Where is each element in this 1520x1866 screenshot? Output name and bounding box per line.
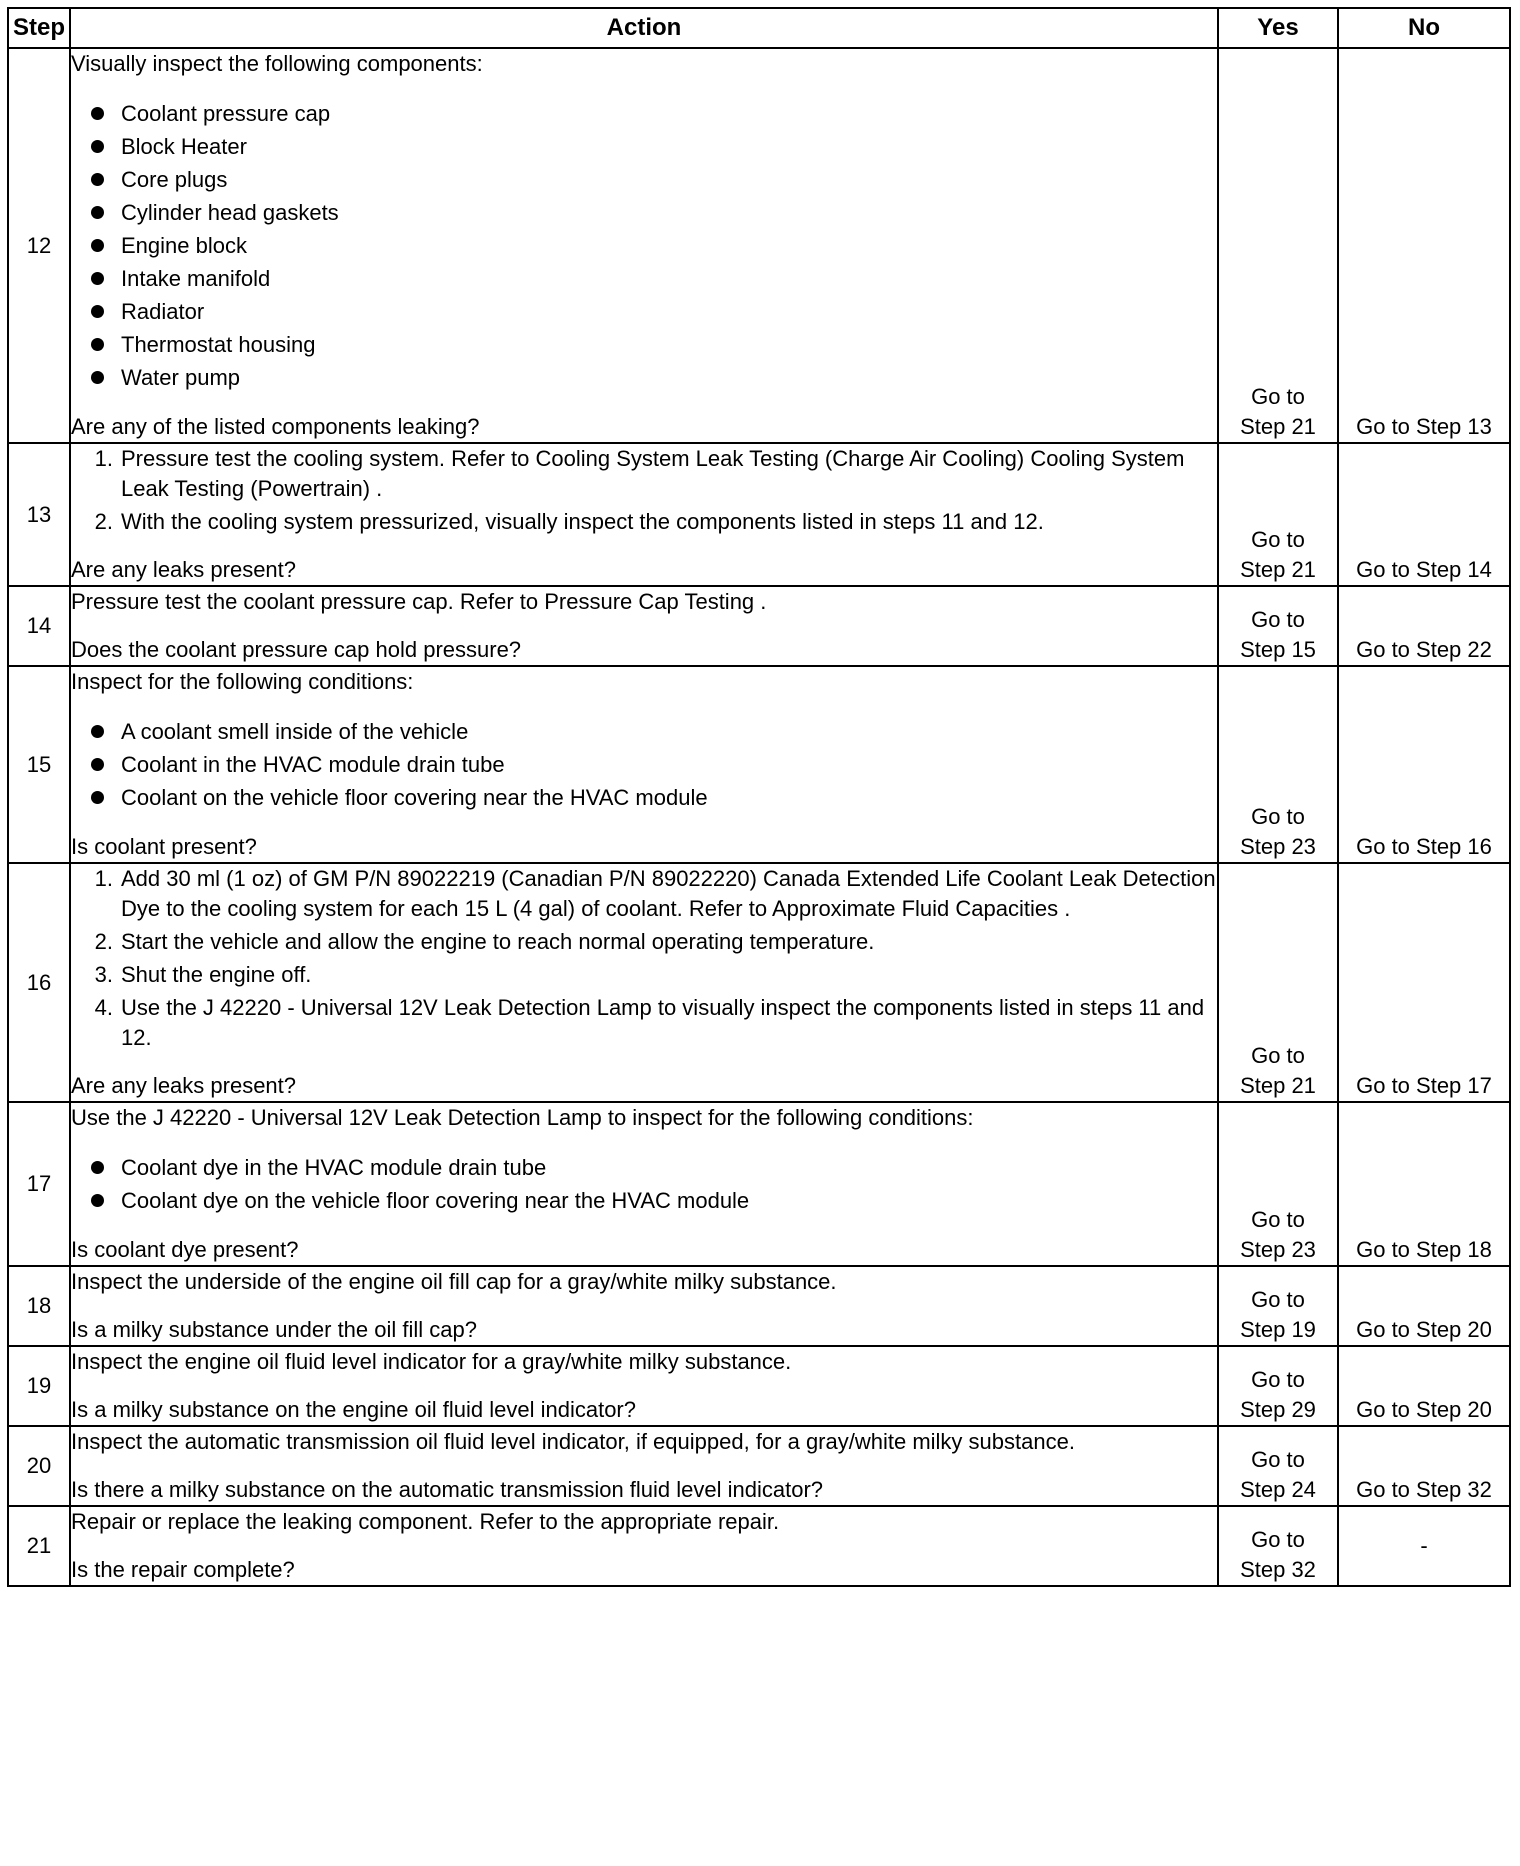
yes-step: Step 23 <box>1240 834 1316 859</box>
yes-cell <box>1218 48 1338 443</box>
yes-step: Step 21 <box>1240 557 1316 582</box>
step-number: 12 <box>8 48 70 443</box>
action-intro: Inspect the automatic transmission oil fluid level indicator, if equipped, for a gray/white milky substance. <box>71 1429 1075 1454</box>
no-cell: - <box>1338 1506 1510 1586</box>
list-item: Core plugs <box>89 163 1217 196</box>
item-number: 2. <box>94 509 113 534</box>
list-item <box>83 927 1217 957</box>
action-question: Is coolant present? <box>71 834 257 859</box>
step-number: 17 <box>8 1102 70 1266</box>
numbered-list <box>71 864 1217 1053</box>
table-row <box>8 1266 1510 1346</box>
yes-goto: Go to <box>1251 1527 1305 1552</box>
list-item <box>83 864 1217 924</box>
no-cell: Go to Step 22 <box>1338 586 1510 666</box>
item-number: 4. <box>94 995 113 1020</box>
list-item: Coolant dye on the vehicle floor covering near the HVAC module <box>89 1184 1217 1217</box>
step-number: 14 <box>8 586 70 666</box>
yes-cell <box>1218 1346 1338 1426</box>
list-item: Coolant in the HVAC module drain tube <box>89 748 1217 781</box>
table-row <box>8 1506 1510 1586</box>
action-cell <box>70 1346 1218 1426</box>
header-step: Step <box>8 8 70 48</box>
table-row <box>8 863 1510 1102</box>
action-question: Are any leaks present? <box>71 1073 297 1098</box>
bullet-list <box>71 715 1217 814</box>
action-question: Are any leaks present? <box>71 557 297 582</box>
yes-goto: Go to <box>1251 1447 1305 1472</box>
step-number: 16 <box>8 863 70 1102</box>
yes-cell <box>1218 863 1338 1102</box>
no-cell: Go to Step 18 <box>1338 1102 1510 1266</box>
table-row <box>8 1346 1510 1426</box>
list-item: A coolant smell inside of the vehicle <box>89 715 1217 748</box>
item-number: 1. <box>94 866 113 891</box>
bullet-list <box>71 1151 1217 1217</box>
yes-cell <box>1218 1266 1338 1346</box>
yes-goto: Go to <box>1251 1207 1305 1232</box>
step-number: 21 <box>8 1506 70 1586</box>
item-text: Pressure test the cooling system. Refer to Cooling System Leak Testing (Charge Air Cooling) Cooling System Leak Testing (Powertrain) . <box>121 446 1185 501</box>
table-row <box>8 1426 1510 1506</box>
list-item: Intake manifold <box>89 262 1217 295</box>
yes-goto: Go to <box>1251 1367 1305 1392</box>
table-row <box>8 48 1510 443</box>
action-question: Is the repair complete? <box>71 1557 295 1582</box>
diagnostic-table <box>7 7 1511 1587</box>
yes-goto: Go to <box>1251 527 1305 552</box>
action-cell <box>70 863 1218 1102</box>
yes-goto: Go to <box>1251 804 1305 829</box>
step-number: 13 <box>8 443 70 586</box>
no-cell: Go to Step 32 <box>1338 1426 1510 1506</box>
action-question: Is a milky substance on the engine oil fluid level indicator? <box>71 1397 636 1422</box>
action-intro: Inspect the engine oil fluid level indicator for a gray/white milky substance. <box>71 1349 792 1374</box>
yes-goto: Go to <box>1251 1043 1305 1068</box>
yes-step: Step 19 <box>1240 1317 1316 1342</box>
table-row <box>8 666 1510 863</box>
yes-cell <box>1218 1506 1338 1586</box>
list-item <box>83 507 1217 537</box>
item-number: 3. <box>94 962 113 987</box>
action-question: Is there a milky substance on the automatic transmission fluid level indicator? <box>71 1477 824 1502</box>
item-text: Add 30 ml (1 oz) of GM P/N 89022219 (Canadian P/N 89022220) Canada Extended Life Coolant Leak Detection Dye to the cooling system for each 15 L (4 gal) of coolant. Refer to Approximate Fluid Capacities . <box>121 866 1216 921</box>
action-intro: Visually inspect the following components: <box>71 51 483 76</box>
yes-cell <box>1218 1102 1338 1266</box>
list-item: Radiator <box>89 295 1217 328</box>
table-header-row <box>8 8 1510 48</box>
no-cell: Go to Step 17 <box>1338 863 1510 1102</box>
no-cell: Go to Step 14 <box>1338 443 1510 586</box>
list-item: Engine block <box>89 229 1217 262</box>
list-item: Coolant on the vehicle floor covering near the HVAC module <box>89 781 1217 814</box>
action-cell <box>70 586 1218 666</box>
action-cell <box>70 1102 1218 1266</box>
yes-step: Step 24 <box>1240 1477 1316 1502</box>
item-text: Start the vehicle and allow the engine to reach normal operating temperature. <box>121 929 875 954</box>
bullet-list <box>71 97 1217 394</box>
list-item <box>83 993 1217 1053</box>
yes-step: Step 15 <box>1240 637 1316 662</box>
action-intro: Use the J 42220 - Universal 12V Leak Detection Lamp to inspect for the following conditions: <box>71 1105 974 1130</box>
header-no: No <box>1338 8 1510 48</box>
action-cell <box>70 1506 1218 1586</box>
no-cell: Go to Step 20 <box>1338 1266 1510 1346</box>
numbered-list <box>71 444 1217 537</box>
action-intro: Pressure test the coolant pressure cap. Refer to Pressure Cap Testing . <box>71 589 767 614</box>
item-number: 1. <box>94 446 113 471</box>
step-number: 15 <box>8 666 70 863</box>
yes-step: Step 21 <box>1240 414 1316 439</box>
no-cell: Go to Step 13 <box>1338 48 1510 443</box>
header-yes: Yes <box>1218 8 1338 48</box>
list-item <box>83 444 1217 504</box>
yes-step: Step 32 <box>1240 1557 1316 1582</box>
list-item: Water pump <box>89 361 1217 394</box>
list-item: Thermostat housing <box>89 328 1217 361</box>
header-action: Action <box>70 8 1218 48</box>
yes-cell <box>1218 666 1338 863</box>
action-cell <box>70 1266 1218 1346</box>
item-number: 2. <box>94 929 113 954</box>
list-item <box>83 960 1217 990</box>
action-intro: Repair or replace the leaking component. Refer to the appropriate repair. <box>71 1509 780 1534</box>
table-row <box>8 443 1510 586</box>
yes-cell <box>1218 443 1338 586</box>
yes-step: Step 29 <box>1240 1397 1316 1422</box>
action-cell <box>70 1426 1218 1506</box>
list-item: Cylinder head gaskets <box>89 196 1217 229</box>
action-cell <box>70 666 1218 863</box>
item-text: Shut the engine off. <box>121 962 312 987</box>
action-question: Does the coolant pressure cap hold pressure? <box>71 637 522 662</box>
step-number: 19 <box>8 1346 70 1426</box>
list-item: Coolant pressure cap <box>89 97 1217 130</box>
yes-step: Step 21 <box>1240 1073 1316 1098</box>
table-row <box>8 1102 1510 1266</box>
step-number: 18 <box>8 1266 70 1346</box>
list-item: Block Heater <box>89 130 1217 163</box>
yes-step: Step 23 <box>1240 1237 1316 1262</box>
yes-goto: Go to <box>1251 1287 1305 1312</box>
list-item: Coolant dye in the HVAC module drain tube <box>89 1151 1217 1184</box>
yes-goto: Go to <box>1251 384 1305 409</box>
yes-cell <box>1218 586 1338 666</box>
item-text: With the cooling system pressurized, visually inspect the components listed in steps 11 and 12. <box>121 509 1044 534</box>
action-intro: Inspect the underside of the engine oil fill cap for a gray/white milky substance. <box>71 1269 837 1294</box>
action-question: Is a milky substance under the oil fill cap? <box>71 1317 477 1342</box>
yes-cell <box>1218 1426 1338 1506</box>
no-cell: Go to Step 20 <box>1338 1346 1510 1426</box>
action-question: Are any of the listed components leaking? <box>71 414 480 439</box>
table-row <box>8 586 1510 666</box>
yes-goto: Go to <box>1251 607 1305 632</box>
action-question: Is coolant dye present? <box>71 1237 299 1262</box>
step-number: 20 <box>8 1426 70 1506</box>
action-intro: Inspect for the following conditions: <box>71 669 414 694</box>
no-cell: Go to Step 16 <box>1338 666 1510 863</box>
action-cell <box>70 443 1218 586</box>
item-text: Use the J 42220 - Universal 12V Leak Detection Lamp to visually inspect the components listed in steps 11 and 12. <box>121 995 1205 1050</box>
action-cell <box>70 48 1218 443</box>
